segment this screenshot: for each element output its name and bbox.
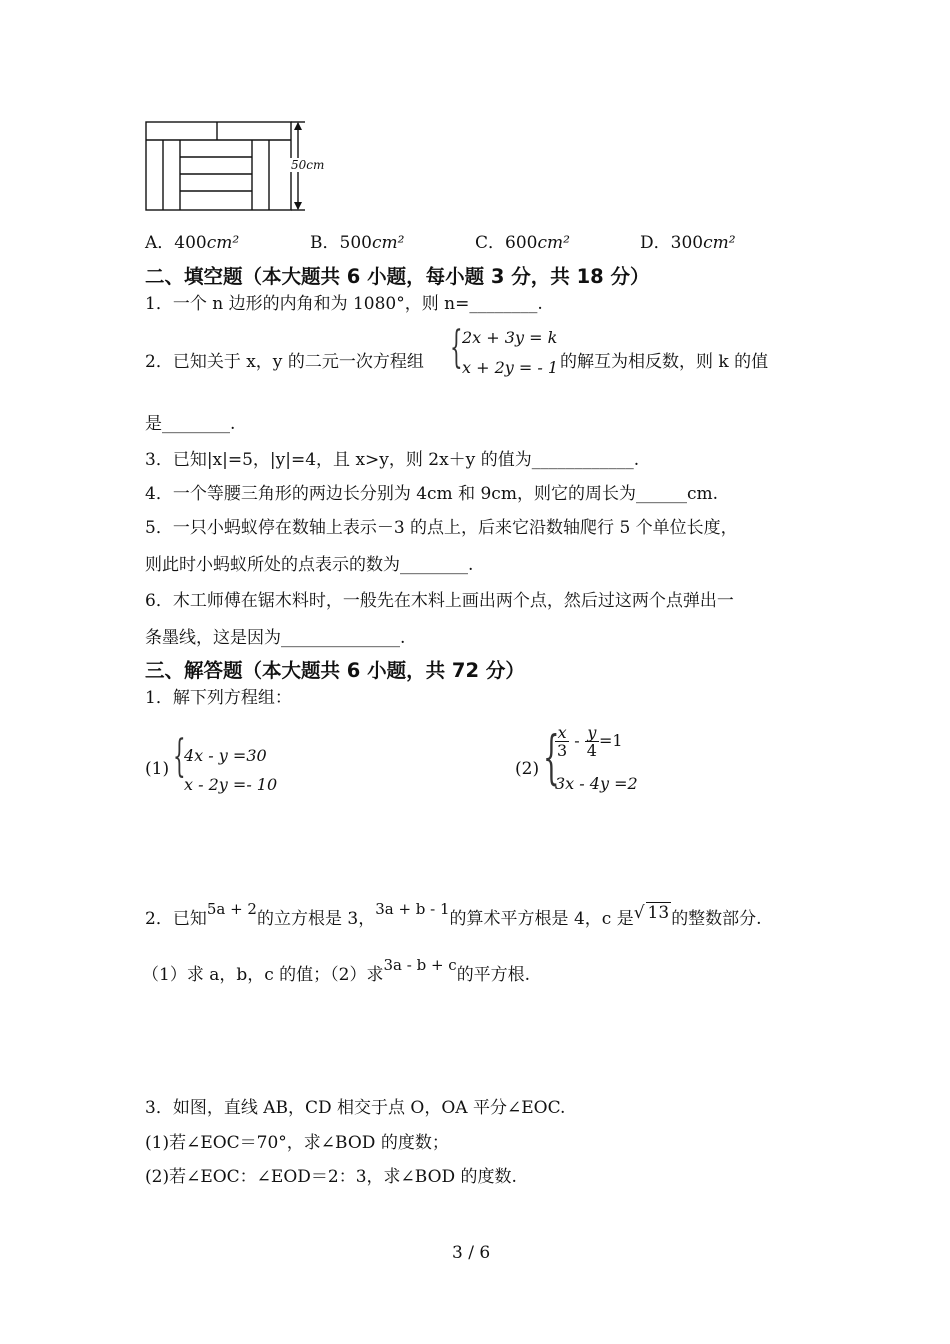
fill-q3: 3．已知|x|=5，|y|=4，且 x>y，则 2x＋y 的值为____________. bbox=[145, 450, 640, 470]
fill-q2-suffix: 的解互为相反数，则 k 的值 bbox=[560, 352, 769, 372]
system-1-eq1: 4x - y =30 bbox=[184, 746, 267, 765]
fill-q2-prefix: 2．已知关于 x，y 的二元一次方程组 bbox=[145, 352, 424, 372]
system-2-label: (2) bbox=[515, 759, 540, 779]
solve-q2-line2: （1）求 a，b，c 的值；（2）求3a - b + c的平方根. bbox=[142, 956, 531, 985]
fill-q2-continuation: 是________. bbox=[145, 414, 236, 434]
solve-q3-line2: (1)若∠EOC＝70°，求∠BOD 的度数； bbox=[145, 1133, 449, 1153]
option-d: D．300cm² bbox=[640, 233, 736, 253]
system-2-brace: { bbox=[543, 723, 560, 791]
sqrt-13: √ 13 bbox=[633, 903, 670, 923]
solve-q3-line3: (2)若∠EOC：∠EOD＝2：3，求∠BOD 的度数. bbox=[145, 1167, 517, 1187]
option-b: B．500cm² bbox=[310, 233, 405, 253]
dimension-label: 50cm bbox=[291, 158, 325, 172]
fill-q2-eq2: x + 2y = - 1 bbox=[462, 358, 559, 377]
fill-q6-line1: 6．木工师傅在锯木料时，一般先在木料上画出两个点，然后过这两个点弹出一 bbox=[145, 591, 734, 611]
fill-q4: 4．一个等腰三角形的两边长分别为 4cm 和 9cm，则它的周长为______cm. bbox=[145, 484, 718, 504]
system-1-brace: { bbox=[173, 731, 186, 782]
equation-brace: { bbox=[450, 322, 463, 373]
fill-q5-line2: 则此时小蚂蚁所处的点表示的数为________. bbox=[145, 555, 474, 575]
system-1-eq2: x - 2y =- 10 bbox=[184, 775, 278, 794]
fill-q2-eq1: 2x + 3y = k bbox=[462, 328, 558, 347]
solve-q1: 1．解下列方程组： bbox=[145, 688, 292, 708]
section-3-heading: 三、解答题（本大题共 6 小题，共 72 分） bbox=[145, 659, 525, 682]
system-2-eq2: 3x - 4y =2 bbox=[555, 774, 638, 793]
solve-q3-line1: 3．如图，直线 AB，CD 相交于点 O，OA 平分∠EOC. bbox=[145, 1098, 566, 1118]
option-c: C．600cm² bbox=[475, 233, 570, 253]
section-2-heading: 二、填空题（本大题共 6 小题，每小题 3 分，共 18 分） bbox=[145, 265, 650, 288]
system-2-eq1: $\frac{x}{3}$ - $\frac{y}{4}$ =1 bbox=[557, 723, 623, 760]
page-number: 3 / 6 bbox=[452, 1243, 491, 1263]
option-a: A．400cm² bbox=[145, 233, 240, 253]
fill-q5-line1: 5．一只小蚂蚁停在数轴上表示－3 的点上，后来它沿数轴爬行 5 个单位长度， bbox=[145, 518, 738, 538]
solve-q2-line1: 2．已知5a + 2的立方根是 3，3a + b - 1的算术平方根是 4，c 是√ 13 的整数部分. bbox=[145, 900, 762, 929]
fill-q6-line2: 条墨线，这是因为______________. bbox=[145, 628, 406, 648]
system-1-label: (1) bbox=[145, 759, 170, 779]
fill-q1: 1．一个 n 边形的内角和为 1080°，则 n=________. bbox=[145, 294, 543, 314]
